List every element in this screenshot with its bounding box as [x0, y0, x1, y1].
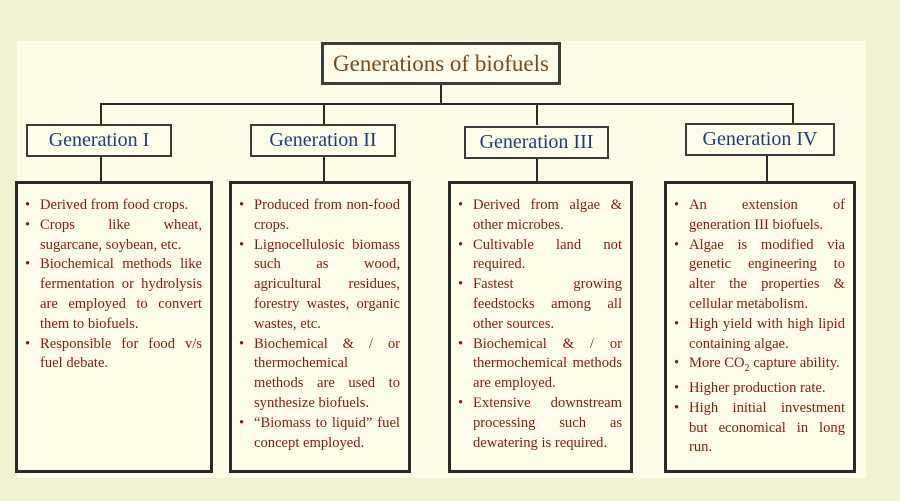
list-item: • Lignocellulosic biomass such as wood, agricultural residues, forestry wastes, organic wastes, etc.: [254, 236, 400, 335]
connector-gen4-up: [792, 103, 794, 125]
list-item-co2: [689, 354, 845, 379]
list-item: • High initial investment but economical in long run.: [689, 399, 845, 458]
generation-3-details: [448, 181, 633, 473]
list-item: • Fastest growing feedstocks among all other sources.: [473, 275, 622, 334]
generation-1-header: Generation I: [26, 124, 172, 157]
generation-4-header: Generation IV: [685, 123, 835, 156]
generation-2-header: Generation II: [250, 124, 396, 157]
list-item: • Biochemical methods like fermentation or hydrolysis are employed to convert them to biofuels.: [40, 255, 202, 334]
list-item: • Algae is modified via genetic engineering to alter the properties & cellular metabolism.: [689, 236, 845, 315]
connector-gen2-down: [323, 157, 325, 182]
list-item: • High yield with high lipid containing algae.: [689, 315, 845, 355]
generation-2-details: [229, 181, 411, 473]
list-item: • Responsible for food v/s fuel debate.: [40, 335, 202, 375]
co2-prefix: More CO: [689, 355, 745, 372]
list-item: • An extension of generation III biofuels.: [689, 196, 845, 236]
diagram-title: Generations of biofuels: [321, 42, 561, 85]
connector-title-down: [440, 85, 442, 104]
co2-suffix: capture ability.: [749, 355, 840, 372]
connector-gen1-up: [100, 103, 102, 125]
generation-1-details: [15, 181, 213, 473]
list-item: • Produced from non-food crops.: [254, 196, 400, 236]
generation-4-details: [664, 181, 856, 473]
list-item: • Derived from algae & other microbes.: [473, 196, 622, 236]
co2-subscript: 2: [744, 363, 750, 375]
connector-gen1-down: [100, 157, 102, 182]
generation-3-header: Generation III: [464, 126, 609, 159]
list-item: • Higher production rate.: [689, 379, 845, 399]
list-item: • “Biomass to liquid” fuel concept employed.: [254, 414, 400, 454]
connector-horizontal: [100, 103, 794, 105]
connector-gen3-up: [536, 103, 538, 125]
list-item: • Crops like wheat, sugarcane, soybean, etc.: [40, 216, 202, 256]
connector-gen4-down: [766, 155, 768, 182]
list-item: • Cultivable land not required.: [473, 236, 622, 276]
list-item: • Biochemical & / or thermochemical methods are employed.: [473, 335, 622, 394]
list-item: • Extensive downstream processing such as dewatering is required.: [473, 394, 622, 453]
connector-gen2-up: [323, 103, 325, 125]
list-item: • Biochemical & / or thermochemical methods are used to synthesize biofuels.: [254, 335, 400, 414]
connector-gen3-down: [536, 157, 538, 182]
list-item: • Derived from food crops.: [40, 196, 202, 216]
